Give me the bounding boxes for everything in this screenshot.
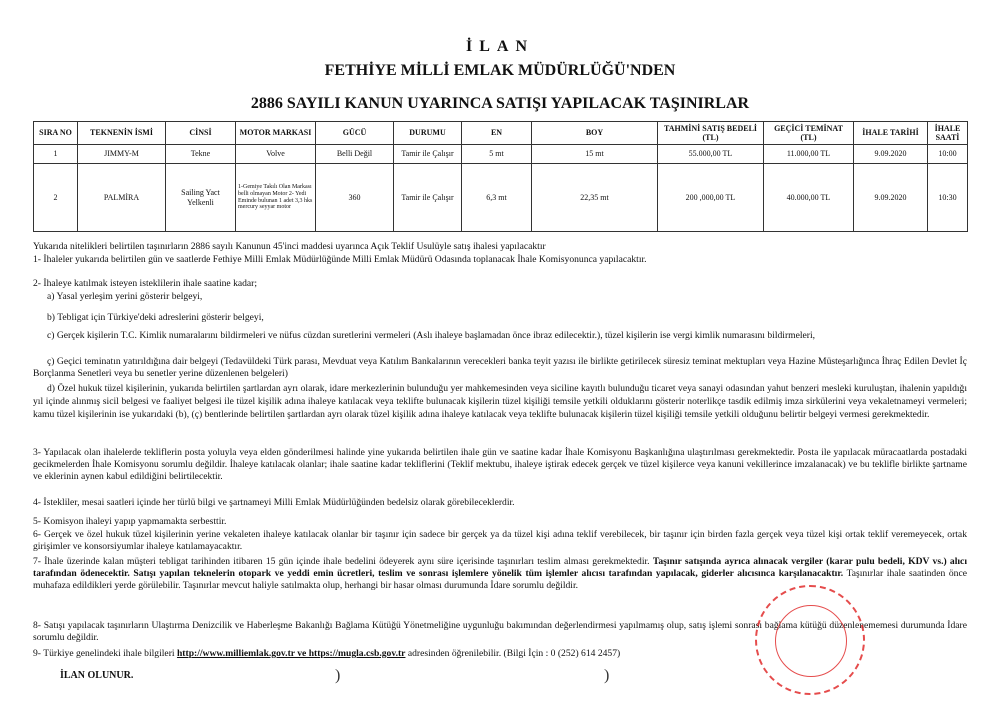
header-cell: İHALE SAATİ <box>928 122 968 145</box>
header-cell: GÜCÜ <box>316 122 394 145</box>
ihale-info-link[interactable]: http://www.milliemlak.gov.tr ve https://mugla.csb.gov.tr <box>176 648 406 659</box>
clause-5: 5- Komisyon ihaleyi yapıp yapmamakta serbesttir. <box>33 516 227 527</box>
table-header-row <box>34 122 968 145</box>
table-cell: 40.000,00 TL <box>764 164 854 232</box>
clause-2c: c) Gerçek kişilerin T.C. Kimlik numaralarını bildirmeleri ve nüfus cüzdan suretlerini vermeleri (Aslı ihaleye başlamadan önce ibraz edilecektir.), tüzel kişilerin ise vergi kimlik numarasını bildirmeleri, <box>47 330 816 341</box>
table-cell: 360 <box>316 164 394 232</box>
closing-text: İLAN OLUNUR. <box>60 670 134 681</box>
table-cell: 15 mt <box>532 145 658 164</box>
clause-8: 8- Satışı yapılacak taşınırların Ulaştırma Denizcilik ve Haberleşme Bakanlığı Bağlama Kütüğü Yönetmeliğine uygunluğu bakımından değerlendirmesi yapılmamış olup, satış işlemi sonrası bağlama kütüğü düzenlenememesi durumunda İdare sorumlu değildir. <box>33 620 967 643</box>
header-cell: MOTOR MARKASI <box>236 122 316 145</box>
clause-3: 3- Yapılacak olan ihalelerde tekliflerin posta yoluyla veya elden gönderilmesi halinde yine yukarıda belirtilen ihale gün ve saatine kadar İhale Komisyonu Başkanlığına ulaştırılması gerekmektedir. Posta ile yapılacak müracaatlarda postadaki gecikmelerden İhale Komisyonu sorumlu değildir. İhaleye katılacak olanlar; ihale saatine kadar tekliflerini (Teklif mektubu, ihaleye iştirak edecek gerçek ve tüzel kişilerce veya kanuni vekillerince imzalanacak) ve bu teklifle birlikte şartname ve eklerinin aynen kabul edildiğini belirtilecektir. <box>33 447 967 482</box>
header-cell: TEKNENİN İSMİ <box>78 122 166 145</box>
signature-mark-right: ) <box>604 667 610 684</box>
clause-7-text-a: 7- İhale üzerinde kalan müşteri tebligat tarihinden itibaren 15 gün içinde ihale bedelini ödeyerek aynı süre içerisinde taşınırları teslim alması gerekmektedir. <box>33 556 650 567</box>
header-cell: İHALE TARİHİ <box>854 122 928 145</box>
table-cell: Sailing Yact Yelkenli <box>166 164 236 232</box>
clause-2: 2- İhaleye katılmak isteyen isteklilerin ihale saatine kadar; <box>33 278 258 289</box>
header-cell: SIRA NO <box>34 122 78 145</box>
table-cell: 1-Gemiye Takılı Olan Markası belli olmayan Motor 2- Yedi Eminde bulunan 1 adet 3,3 hks mercury seyyar motor <box>236 164 316 232</box>
table-cell: 9.09.2020 <box>854 145 928 164</box>
table-cell: 55.000,00 TL <box>658 145 764 164</box>
clause-7-text-b: Taşınır satışında ayrıca alınacak vergiler (karar pulu bedeli, KDV vs.) alıcı tarafından ödenecektir. Satışı yapılan teknelerin otopark ve yeddi emin ücretleri, teslim ve sonrası işlemlere yönelik tüm işlemler alıcısı tarafından yapılacak, giderler alıcısınca karşılanacaktır. <box>33 556 967 579</box>
office-name: FETHİYE MİLLİ EMLAK MÜDÜRLÜĞÜ'NDEN <box>324 62 676 79</box>
announcement-heading: İLAN <box>465 38 534 55</box>
clause-9-text-b: adresinden öğrenilebilir. (Bilgi İçin : 0 (252) 614 2457) <box>407 648 621 659</box>
clause-2d: d) Özel hukuk tüzel kişilerinin, yukarıda belirtilen şartlardan ayrı olarak, idare merkezlerinin bulunduğu yer mahkemesinden veya siciline kayıtlı bulunduğu ticaret veya sanayi odasından yahut benzeri mesleki kuruluştan, ihalenin yapıldığı yıl içinde alınmış sicil belgesi ve faaliyet belgesi ile tüzel kişilik adına ihaleye katılacak veya teklifte bulunacak kişilerin tüzel kişiliği temsile yetkili olduklarını gösterir noterlikçe tasdik edilmiş imza sirkülerini veya vekaletnameyi vermeleri; kamu tüzel kişilerinin ise yukarıdaki (b), (ç) bentlerinde belirtilen şartlardan ayrı olarak tüzel kişilik adına ihaleye katılacak veya teklifte bulunacak kişilerin tüzel kişiliği temsile yetkili olduğunu belirtir belgeyi vermesi gerekmektedir. <box>33 383 967 420</box>
clause-2cc: ç) Geçici teminatın yatırıldığına dair belgeyi (Tedavüldeki Türk parası, Mevduat veya Katılım Bankalarının verecekleri banka teyit yazısı ile birlikte getirilecek süresiz teminat mektupları veya Hazine Müsteşarlığınca İhraç Edilen Devlet İç Borçlanma Senetleri veya bu senetler yerine düzenlenen belgeleri) <box>33 356 967 379</box>
table-cell: 5 mt <box>462 145 532 164</box>
table-cell: 9.09.2020 <box>854 164 928 232</box>
header-cell: GEÇİCİ TEMİNAT (TL) <box>764 122 854 145</box>
table-row <box>34 164 968 232</box>
table-cell: Volve <box>236 145 316 164</box>
table-cell: 1 <box>34 145 78 164</box>
clause-7-text-c: Taşınırlar ihale saatinden önce muhafaza edildikleri yerde görülebilir. Taşınırlar mevcut haliyle satılmakta olup, herhangi bir hasar olması durumunda İdare sorumlu değildir. <box>33 568 967 591</box>
table-cell: 2 <box>34 164 78 232</box>
table-cell: Tamir ile Çalışır <box>394 145 462 164</box>
clause-1: 1- İhaleler yukarıda belirtilen gün ve saatlerde Fethiye Milli Emlak Müdürlüğünde Milli Emlak Müdürü Odasında toplanacak İhale Komisyonunca yapılacaktır. <box>33 254 647 265</box>
header-cell: BOY <box>532 122 658 145</box>
header-cell: CİNSİ <box>166 122 236 145</box>
table-cell: 22,35 mt <box>532 164 658 232</box>
table-cell: Tamir ile Çalışır <box>394 164 462 232</box>
table-cell: 10:30 <box>928 164 968 232</box>
signature-mark-left: ) <box>335 667 341 684</box>
table-cell: 6,3 mt <box>462 164 532 232</box>
table-cell: 200 ,000,00 TL <box>658 164 764 232</box>
table-cell: 11.000,00 TL <box>764 145 854 164</box>
header-cell: TAHMİNİ SATIŞ BEDELİ (TL) <box>658 122 764 145</box>
header-cell: EN <box>462 122 532 145</box>
table-cell: JIMMY-M <box>78 145 166 164</box>
official-stamp <box>755 585 865 695</box>
clause-7 <box>33 556 967 592</box>
document-subtitle: 2886 SAYILI KANUN UYARINCA SATIŞI YAPILACAK TAŞINIRLAR <box>250 95 750 112</box>
table-cell: PALMİRA <box>78 164 166 232</box>
items-table <box>33 121 968 232</box>
table-cell: 10:00 <box>928 145 968 164</box>
clause-2a: a) Yasal yerleşim yerini gösterir belgeyi, <box>47 291 203 302</box>
table-row <box>34 145 968 164</box>
table-cell: Belli Değil <box>316 145 394 164</box>
header-cell: DURUMU <box>394 122 462 145</box>
clause-6: 6- Gerçek ve özel hukuk tüzel kişilerinin yerine vekaleten ihaleye katılacak olanlar bir taşınır için sadece bir gerçek ya da tüzel kişi adına teklif verebilecek, bir taşınır için birden fazla gerçek veya tüzel kişi ortak teklif veremeyecek, ortak girişimler ve konsorsiyumlar ihaleye katılamayacaktır. <box>33 529 967 552</box>
clause-9-text-a: 9- Türkiye genelindeki ihale bilgileri <box>33 648 175 659</box>
table-cell: Tekne <box>166 145 236 164</box>
clause-2b: b) Tebligat için Türkiye'deki adreslerini gösterir belgeyi, <box>47 312 264 323</box>
intro-paragraph: Yukarıda nitelikleri belirtilen taşınırların 2886 sayılı Kanunun 45'inci maddesi uyarınca Açık Teklif Usulüyle satış ihalesi yapılacaktır <box>33 241 546 252</box>
clause-4: 4- İstekliler, mesai saatleri içinde her türlü bilgi ve şartnameyi Milli Emlak Müdürlüğünden bedelsiz olarak görebileceklerdir. <box>33 497 515 508</box>
